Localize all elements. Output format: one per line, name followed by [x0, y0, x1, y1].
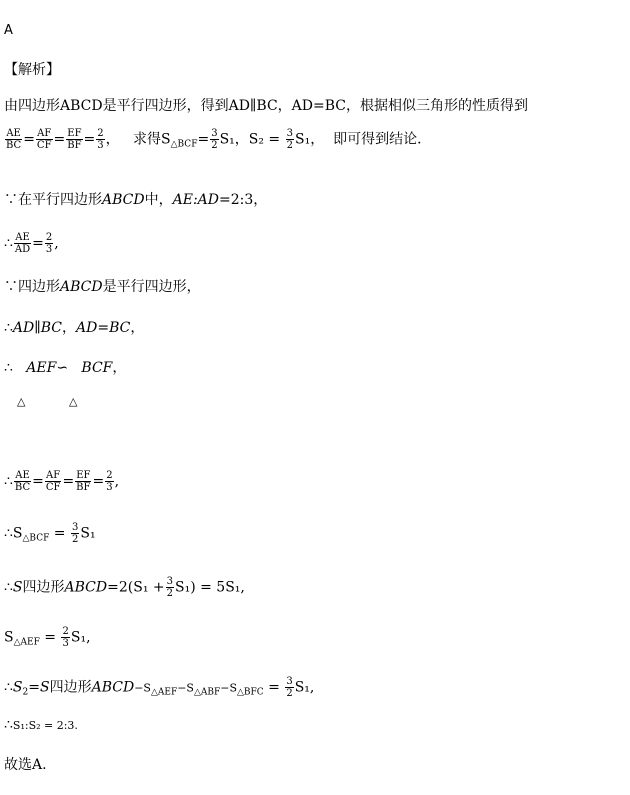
- fraction: $\frac{2}{3}$: [106, 470, 113, 493]
- fraction: $\frac{3}{2}$: [71, 522, 79, 545]
- fraction: $\frac{EF}{BF}$: [67, 128, 82, 151]
- fraction: $\frac{3}{2}$: [286, 128, 293, 151]
- fraction: $\frac{AF}{CF}$: [36, 128, 52, 151]
- intro-line: 由四边形ABCD是平行四边形，得到AD∥BC，AD=BC，根据相似三角形的性质得到: [4, 98, 528, 114]
- step-9: $S_{\triangle AEF}$ = $\frac{2}{3}$ S₁,: [4, 626, 91, 649]
- step-4: ∴AD∥BC，AD=BC，: [4, 320, 145, 336]
- step-10: $\therefore S_2=S$四边形$ABCD-S_{\triangle AEF}-S_{\triangle ABF}-S_{\triangle BFC}$ = $\frac{3}{2}$ S₁,: [4, 676, 315, 699]
- triangle-symbol: △: [17, 395, 26, 408]
- step-8: ∴S四边形ABCD=2(S₁ + $\frac{3}{2}$ S₁) = 5S₁,: [4, 576, 245, 599]
- fraction: $\frac{2}{3}$: [45, 232, 53, 255]
- fraction: $\frac{2}{3}$: [62, 626, 69, 649]
- fraction: $\frac{EF}{BF}$: [76, 470, 91, 493]
- fraction: $\frac{AF}{CF}$: [45, 470, 61, 493]
- fraction: $\frac{3}{2}$: [211, 128, 218, 151]
- step-6: ∴ $\frac{AE}{BC}$ = $\frac{AF}{CF}$ = $\frac{EF}{BF}$ = $\frac{2}{3}$ ,: [4, 470, 120, 493]
- fraction: $\frac{3}{2}$: [166, 576, 173, 599]
- analysis-heading: 【解析】: [4, 62, 60, 78]
- intro-ratio-line: $\frac{AE}{BC}$ = $\frac{AF}{CF}$ = $\frac{EF}{BF}$ = $\frac{2}{3}$ ， 求得$S_{\triangle BCF}=$ $\frac{3}{2}$ S₁，S₂ = $\frac{3}{2}$ S₁， 即可得到结论．: [6, 128, 432, 151]
- step-5: ∴ AEF∽ BCF，: [4, 360, 127, 376]
- fraction: $\frac{3}{2}$: [286, 676, 293, 699]
- triangle-symbol: △: [69, 395, 78, 408]
- answer-letter: A: [4, 23, 13, 38]
- step-3: ∵四边形ABCD是平行四边形，: [4, 279, 201, 295]
- step-7: $\therefore S_{\triangle BCF}$ = $\frac{3}{2}$ S₁: [4, 522, 96, 545]
- fraction: $\frac{AE}{AD}$: [14, 232, 31, 255]
- step-1: ∵在平行四边形ABCD中，AE:AD=2:3，: [4, 192, 268, 208]
- step-12: 故选A.: [4, 757, 47, 773]
- step-11: ∴S₁:S₂ = 2:3.: [4, 717, 78, 733]
- fraction: $\frac{2}{3}$: [97, 128, 104, 151]
- fraction: $\frac{AE}{BC}$: [6, 128, 22, 151]
- fraction: $\frac{AE}{BC}$: [14, 470, 31, 493]
- step-2: ∴ $\frac{AE}{AD}$ = $\frac{2}{3}$ ,: [4, 232, 59, 255]
